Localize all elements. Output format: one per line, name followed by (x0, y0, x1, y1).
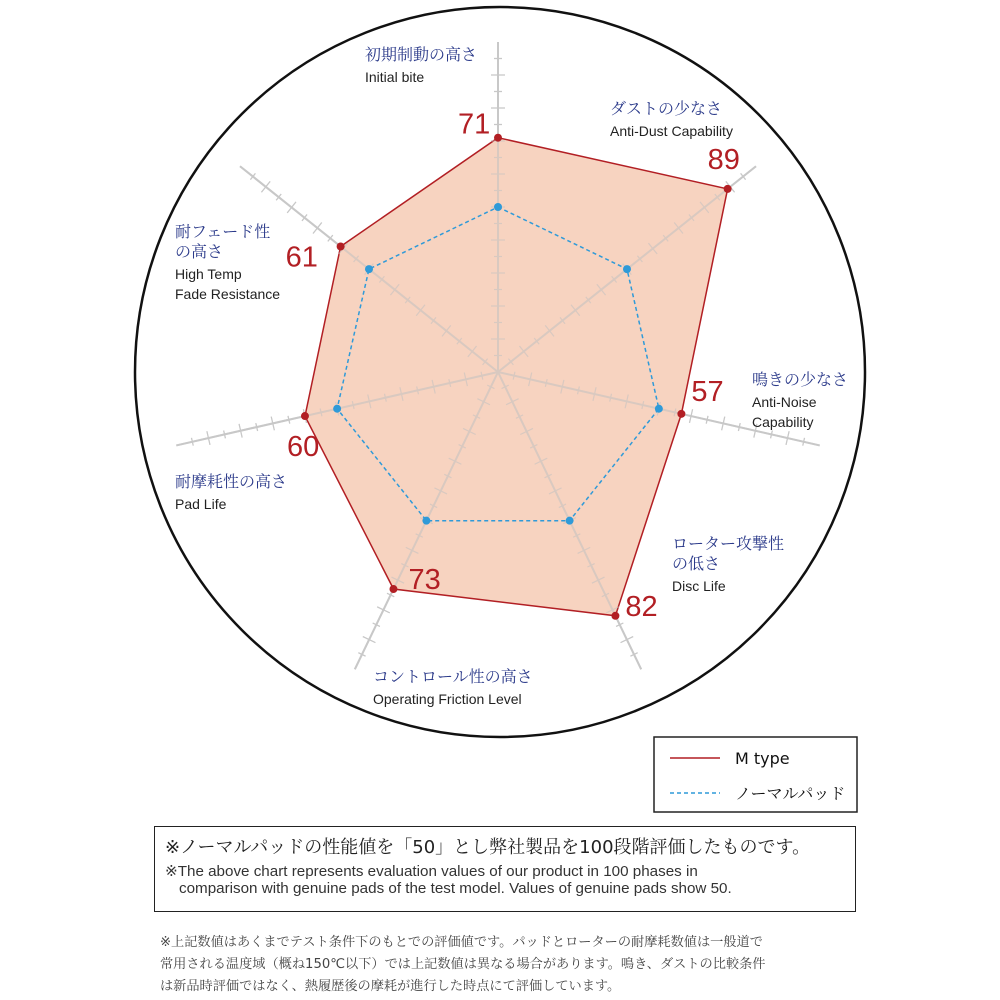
axis-label-4 (373, 667, 533, 707)
value-label-5: 60 (286, 431, 320, 464)
axis-tick (287, 202, 296, 213)
axis-tick (313, 223, 322, 234)
axis-label-1 (610, 99, 733, 139)
mtype-point-6 (337, 242, 345, 250)
axis-label-en: Capability (752, 414, 814, 430)
axis-label-jp: の低さ (672, 554, 721, 573)
axis-label-6 (175, 222, 280, 302)
axis-label-en: Anti-Dust Capability (610, 123, 733, 139)
axis-label-en: Anti-Noise (752, 394, 817, 410)
axis-label-jp: の高さ (175, 242, 224, 261)
note-jp: ※ノーマルパッドの性能値を「50」とし弊社製品を100段階評価したものです。 (165, 837, 811, 858)
normal-point-2 (655, 405, 663, 413)
axis-label-2 (752, 370, 848, 430)
legend (654, 737, 857, 812)
value-label-4: 73 (408, 564, 441, 597)
mtype-point-1 (724, 185, 732, 193)
normal-point-1 (623, 265, 631, 273)
footnote-line-3: は新品時評価ではなく、熱履歴後の摩耗が進行した時点にて評価しています。 (160, 979, 621, 994)
value-label-0: 71 (458, 108, 491, 141)
value-label-3: 82 (625, 590, 658, 623)
axis-label-en: Pad Life (175, 496, 227, 512)
note-en-line-2: comparison with genuine pads of the test model. Values of genuine pads show 50. (179, 880, 732, 897)
axis-label-en: Initial bite (365, 69, 425, 85)
axis-label-jp: ダストの少なさ (610, 99, 723, 118)
footnote (160, 932, 880, 998)
value-label-1: 89 (707, 143, 740, 176)
axis-label-en: Operating Friction Level (373, 691, 522, 707)
axis-label-0 (365, 45, 477, 85)
axis-label-jp: 耐フェード性 (175, 222, 271, 241)
mtype-point-2 (677, 410, 685, 418)
axis-label-en: Disc Life (672, 578, 726, 594)
mtype-point-0 (494, 134, 502, 142)
mtype-point-5 (301, 412, 309, 420)
normal-point-4 (422, 517, 430, 525)
axis-label-jp: コントロール性の高さ (373, 667, 533, 686)
axis-label-en: High Temp (175, 266, 242, 282)
axis-label-jp: ローター攻撃性 (672, 534, 785, 553)
normal-point-5 (333, 405, 341, 413)
footnote-line-1: ※上記数値はあくまでテスト条件下のもとでの評価値です。パッドとローターの耐摩耗数値は一般道で (160, 935, 763, 950)
legend-normal-label: ノーマルパッド (735, 784, 846, 803)
axis-label-jp: 耐摩耗性の高さ (175, 472, 288, 491)
axis-label-3 (672, 534, 784, 594)
normal-point-6 (365, 265, 373, 273)
note-box (154, 826, 856, 912)
mtype-point-3 (611, 612, 619, 620)
axis-label-jp: 初期制動の高さ (365, 45, 478, 64)
axis-label-en: Fade Resistance (175, 286, 281, 302)
axis-tick (261, 181, 270, 192)
legend-mtype-label: M type (735, 749, 790, 768)
value-label-6: 61 (285, 241, 318, 274)
normal-point-3 (566, 517, 574, 525)
axis-label-5 (175, 472, 287, 512)
value-label-2: 57 (691, 375, 724, 408)
note-en-line-1: ※The above chart represents evaluation values of our product in 100 phases in (165, 863, 698, 880)
mtype-point-4 (389, 585, 397, 593)
normal-point-0 (494, 203, 502, 211)
axis-label-jp: 鳴きの少なさ (752, 370, 849, 389)
footnote-line-2: 常用される温度域（概ね150℃以下）では上記数値は異なる場合があります。鳴き、ダストの比較条件 (160, 957, 766, 972)
